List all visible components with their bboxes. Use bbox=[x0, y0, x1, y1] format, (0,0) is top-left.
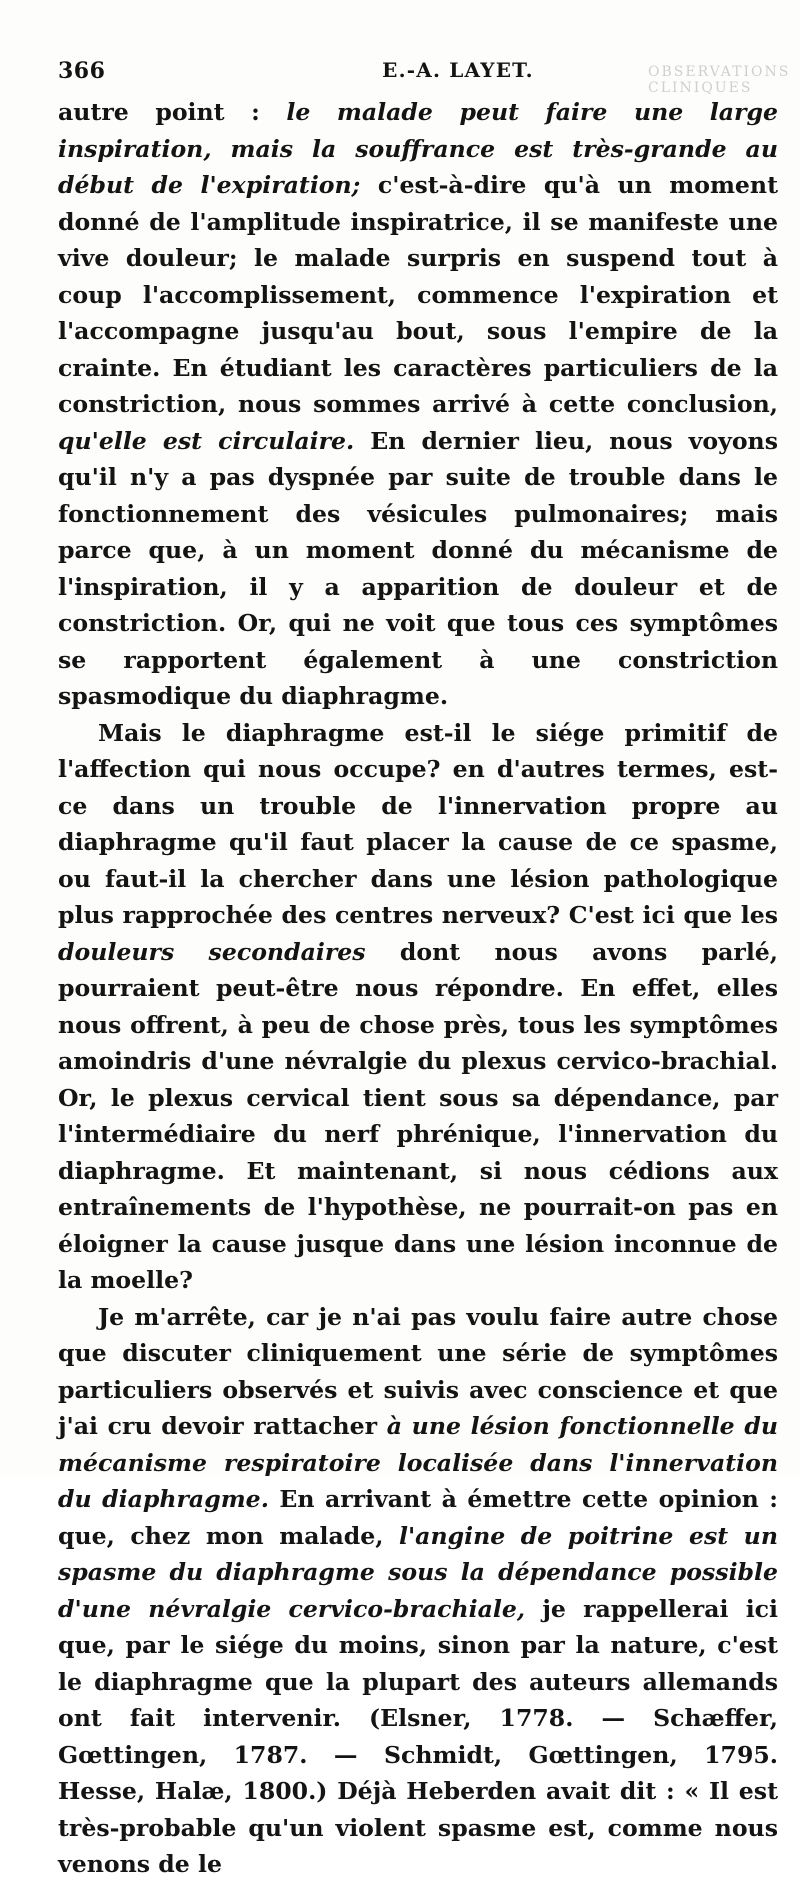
page-number: 366 bbox=[58, 58, 106, 84]
paragraph-3 bbox=[58, 1299, 778, 1883]
paragraph-1 bbox=[58, 94, 778, 715]
paragraph-2 bbox=[58, 715, 778, 1299]
paragraph-segment-italic: qu'elle est circulaire. bbox=[58, 426, 355, 455]
paragraph-segment: c'est-à-dire qu'à un moment donné de l'amplitude inspiratrice, il se manifeste une vive douleur; le malade surpris en suspend tout à coup l'accomplissement, commence l'expiration et l'accompagne jusqu'au bout, sous l'empire de la crainte. En étudiant les caractères particuliers de la constriction, nous sommes arrivé à cette conclusion, bbox=[58, 171, 778, 418]
bleed-through-text: OBSERVATIONS CLINIQUES bbox=[648, 64, 791, 96]
page-header bbox=[58, 58, 791, 96]
paragraph-segment: Je m'arrête, car je n'ai pas voulu faire autre chose que discuter cliniquement une série de symptômes particuliers observés et suivis avec conscience et que j'ai cru devoir rattacher bbox=[58, 1302, 778, 1440]
paragraph-segment-italic: le malade peut faire une large inspiration, mais la souffrance est très-grande au début de l'expiration; bbox=[58, 98, 778, 199]
running-title: E.-A. LAYET. bbox=[382, 58, 534, 82]
paragraph-segment: dont nous avons parlé, pourraient peut-être nous répondre. En effet, elles nous offrent, à peu de chose près, tous les symptômes amoindris d'une névralgie du plexus cervico-brachial. Or, le plexus cervical tient sous sa dépendance, par l'intermédiaire du nerf phrénique, l'innervation du diaphragme. Et maintenant, si nous cédions aux entraînements de l'hypothèse, ne pourrait-on pas en éloigner la cause jusque dans une lésion inconnue de la moelle? bbox=[58, 937, 779, 1294]
paragraph-segment-italic: douleurs secondaires bbox=[58, 937, 366, 966]
paragraph-segment-italic: à une lésion fonctionnelle du mécanisme respiratoire localisée dans l'innervation du diaphragme. bbox=[58, 1412, 778, 1513]
paragraph-segment: autre point : bbox=[58, 98, 287, 126]
paragraph-segment: Mais le diaphragme est-il le siége primitif de l'affection qui nous occupe? en d'autres termes, est-ce dans un trouble de l'innervation propre au diaphragme qu'il faut placer la cause de ce spasme, ou faut-il la chercher dans une lésion pathologique plus rapprochée des centres nerveux? C'est ici que les bbox=[58, 718, 778, 929]
paragraph-segment: En arrivant à émettre cette opinion : que, chez mon malade, bbox=[58, 1485, 778, 1550]
paragraph-segment-italic: l'angine de poitrine est un spasme du diaphragme sous la dépendance possible d'une névralgie cervico-brachiale, bbox=[58, 1521, 778, 1623]
paragraph-segment: je rappellerai ici que, par le siége du moins, sinon par la nature, c'est le diaphragme que la plupart des auteurs allemands ont fait intervenir. (Elsner, 1778. — Schæffer, Gœttingen, 1787. — Schmidt, Gœttingen, 1795. Hesse, Halæ, 1800.) Déjà Heberden avait dit : « Il est très-probable qu'un violent spasme est, comme nous venons de le bbox=[58, 1594, 778, 1878]
body-text bbox=[58, 94, 778, 1883]
paragraph-segment: En dernier lieu, nous voyons qu'il n'y a pas dyspnée par suite de trouble dans le fonctionnement des vésicules pulmonaires; mais parce que, à un moment donné du mécanisme de l'inspiration, il y a apparition de douleur et de constriction. Or, qui ne voit que tous ces symptômes se rapportent également à une constriction spasmodique du diaphragme. bbox=[58, 426, 778, 710]
